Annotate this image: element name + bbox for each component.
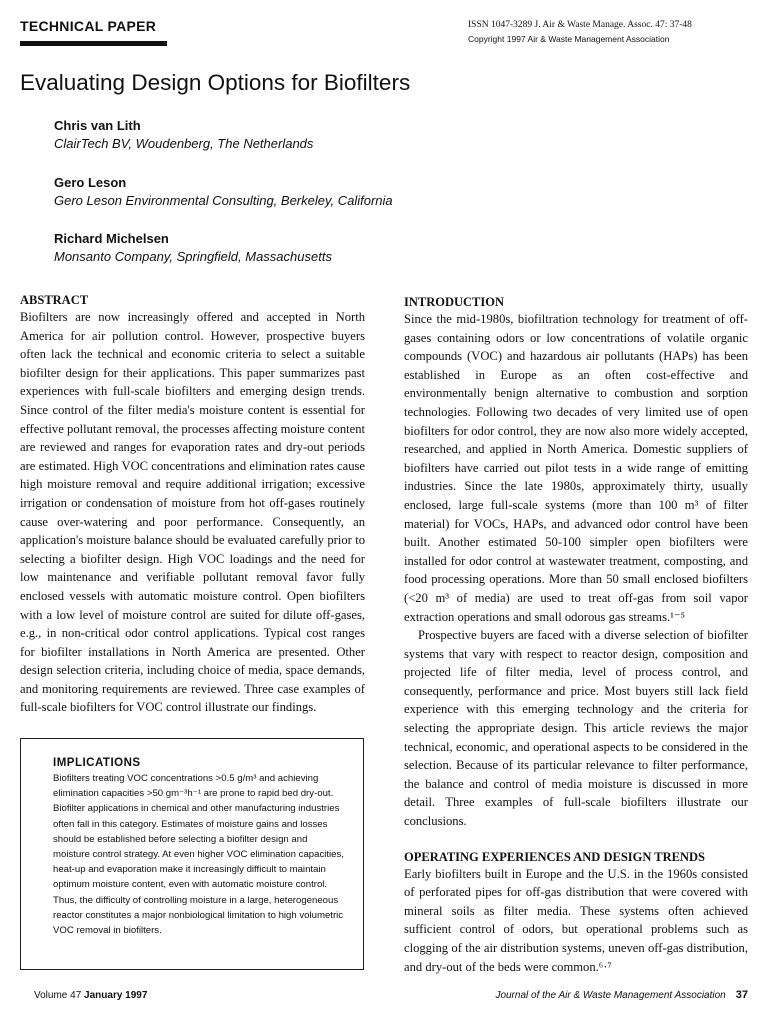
- right-column: [404, 294, 748, 976]
- author-block: [54, 174, 614, 210]
- author-block: [54, 117, 614, 153]
- paper-title: Evaluating Design Options for Biofilters: [20, 70, 411, 95]
- operating-paragraph: Early biofilters built in Europe and the U.S. in the 1960s consisted of perforated pipes for off-gas distribution that were covered with mineral soils as filter media. These systems often achieved sufficient control of odors, but operational problems such as clogging of the air distribution systems, uneven off-gas distribution, and dry-out of the beds were common.⁶·⁷: [404, 866, 748, 974]
- implications-text: Biofilters treating VOC concentrations >0.5 g/m³ and achieving elimination capacities >50 gm⁻³h⁻¹ are prone to rapid bed dry-out. Biofilter applications in chemical and other manufacturing industries often fall in this category. Estimates of moisture gains and losses should be established before selecting a biofilter design and moisture control strategy. At even higher VOC elimination capacities, heat-up and evaporation make it increasingly difficult to maintain optimum moisture content, even with automatic moisture control. Thus, the difficulty of controlling moisture in a large, heterogeneous reactor constitutes a major nonbiological limitation to high volumetric VOC removal in biofilters.: [53, 773, 344, 937]
- author-affiliation: Gero Leson Environmental Consulting, Berkeley, California: [54, 193, 393, 208]
- implications-heading: IMPLICATIONS: [53, 757, 141, 769]
- author-affiliation: ClairTech BV, Woudenberg, The Netherlands: [54, 136, 314, 151]
- issn-line: ISSN 1047-3289 J. Air & Waste Manage. Assoc. 47: 37-48: [468, 20, 692, 30]
- introduction-heading: INTRODUCTION: [404, 295, 505, 309]
- abstract-heading: ABSTRACT: [20, 293, 89, 307]
- page-number: 37: [735, 989, 748, 1001]
- introduction-paragraph: Prospective buyers are faced with a diverse selection of biofilter systems that vary with respect to reactor design, composition and projected life of filter media, level of process control, and consequently, performance and price. Most buyers still lack field experience with this emerging technology and the criteria for selecting the appropriate design. This article reviews the major technical, economic, and operational aspects to be considered in the selection. Because of its particular relevance to filter performance, the balance and control of media moisture is discussed in more detail. Three examples of full-scale biofilters illustrate our conclusions.: [404, 628, 748, 829]
- footer-journal: [495, 989, 748, 1001]
- header-rule: [20, 41, 167, 46]
- author-name: Gero Leson: [54, 175, 127, 190]
- footer-date: January 1997: [84, 990, 148, 1001]
- operating-heading: OPERATING EXPERIENCES AND DESIGN TRENDS: [404, 849, 705, 864]
- author-block: [54, 230, 614, 266]
- author-affiliation: Monsanto Company, Springfield, Massachusetts: [54, 249, 332, 264]
- section-label: TECHNICAL PAPER: [20, 18, 157, 34]
- introduction-paragraph: Since the mid-1980s, biofiltration technology for treatment of off-gases containing odors or low concentrations of volatile organic compounds (VOC) and hazardous air pollutants (HAPs) has been established in Europe as an often cost-effective and environmentally benign alternative to combustion and sorption technologies. Following two decades of very limited use of open biofilters for odor control, they are now also more widely accepted, researched, and applied in North America. Domestic suppliers of biofilters have carried out pilot tests in a wide range of emitting industries. Since the late 1980s, approximately thirty, usually enclosed, large full-scale systems (more than 100 m³ of filter material) for VOCs, HAPs, and advanced odor control have been built. Another estimated 50-100 simpler open biofilters were installed for odor control at wastewater treatment, composting, and food processing operations. More than 50 small enclosed biofilters (<20 m³ of media) are used to treat off-gas from soil vapor extraction operations and small odorous gas streams.¹⁻⁵: [404, 312, 748, 624]
- copyright-line: Copyright 1997 Air & Waste Management Association: [468, 34, 670, 44]
- footer-journal-name: Journal of the Air & Waste Management Association: [495, 990, 726, 1001]
- footer-volume: [34, 990, 147, 1001]
- abstract-text: Biofilters are now increasingly offered and accepted in North America for air pollution control. However, prospective buyers often lack the technical and economic criteria to select a suitable biofilter design for their applications. This paper summarizes past experiences with full-scale biofilters and emerging design trends. Since control of the filter media's moisture content is essential for effective pollutant removal, the processes affecting moisture content are reviewed and ranges for evaporation rates and dry-out periods are estimated. High VOC concentrations and elimination rates cause high moisture removal and require additional irrigation; excessive irrigation or condensation of moisture from hot off-gases routinely cause over-watering and poor performance. Consequently, an application's moisture balance should be evaluated carefully prior to selecting a biofilter design. High VOC loadings and the need for low maintenance and verifiable pollutant removal favor fully enclosed vessels with automatic moisture control. Open biofilters with a low level of moisture control are suited for dilute off-gases, e.g., in non-critical odor control applications. Typical cost ranges for biofilter installations in North America are presented. Other design selection criteria, including choice of media, space demands, and monitoring requirements are reviewed. Three case examples of full-scale biofilters for VOC control illustrate our findings.: [20, 310, 365, 715]
- author-name: Chris van Lith: [54, 118, 141, 133]
- left-column: [20, 292, 365, 717]
- footer-volume-number: Volume 47: [34, 990, 82, 1001]
- implications-box: [20, 738, 364, 970]
- author-name: Richard Michelsen: [54, 231, 169, 246]
- journal-info: [468, 18, 758, 46]
